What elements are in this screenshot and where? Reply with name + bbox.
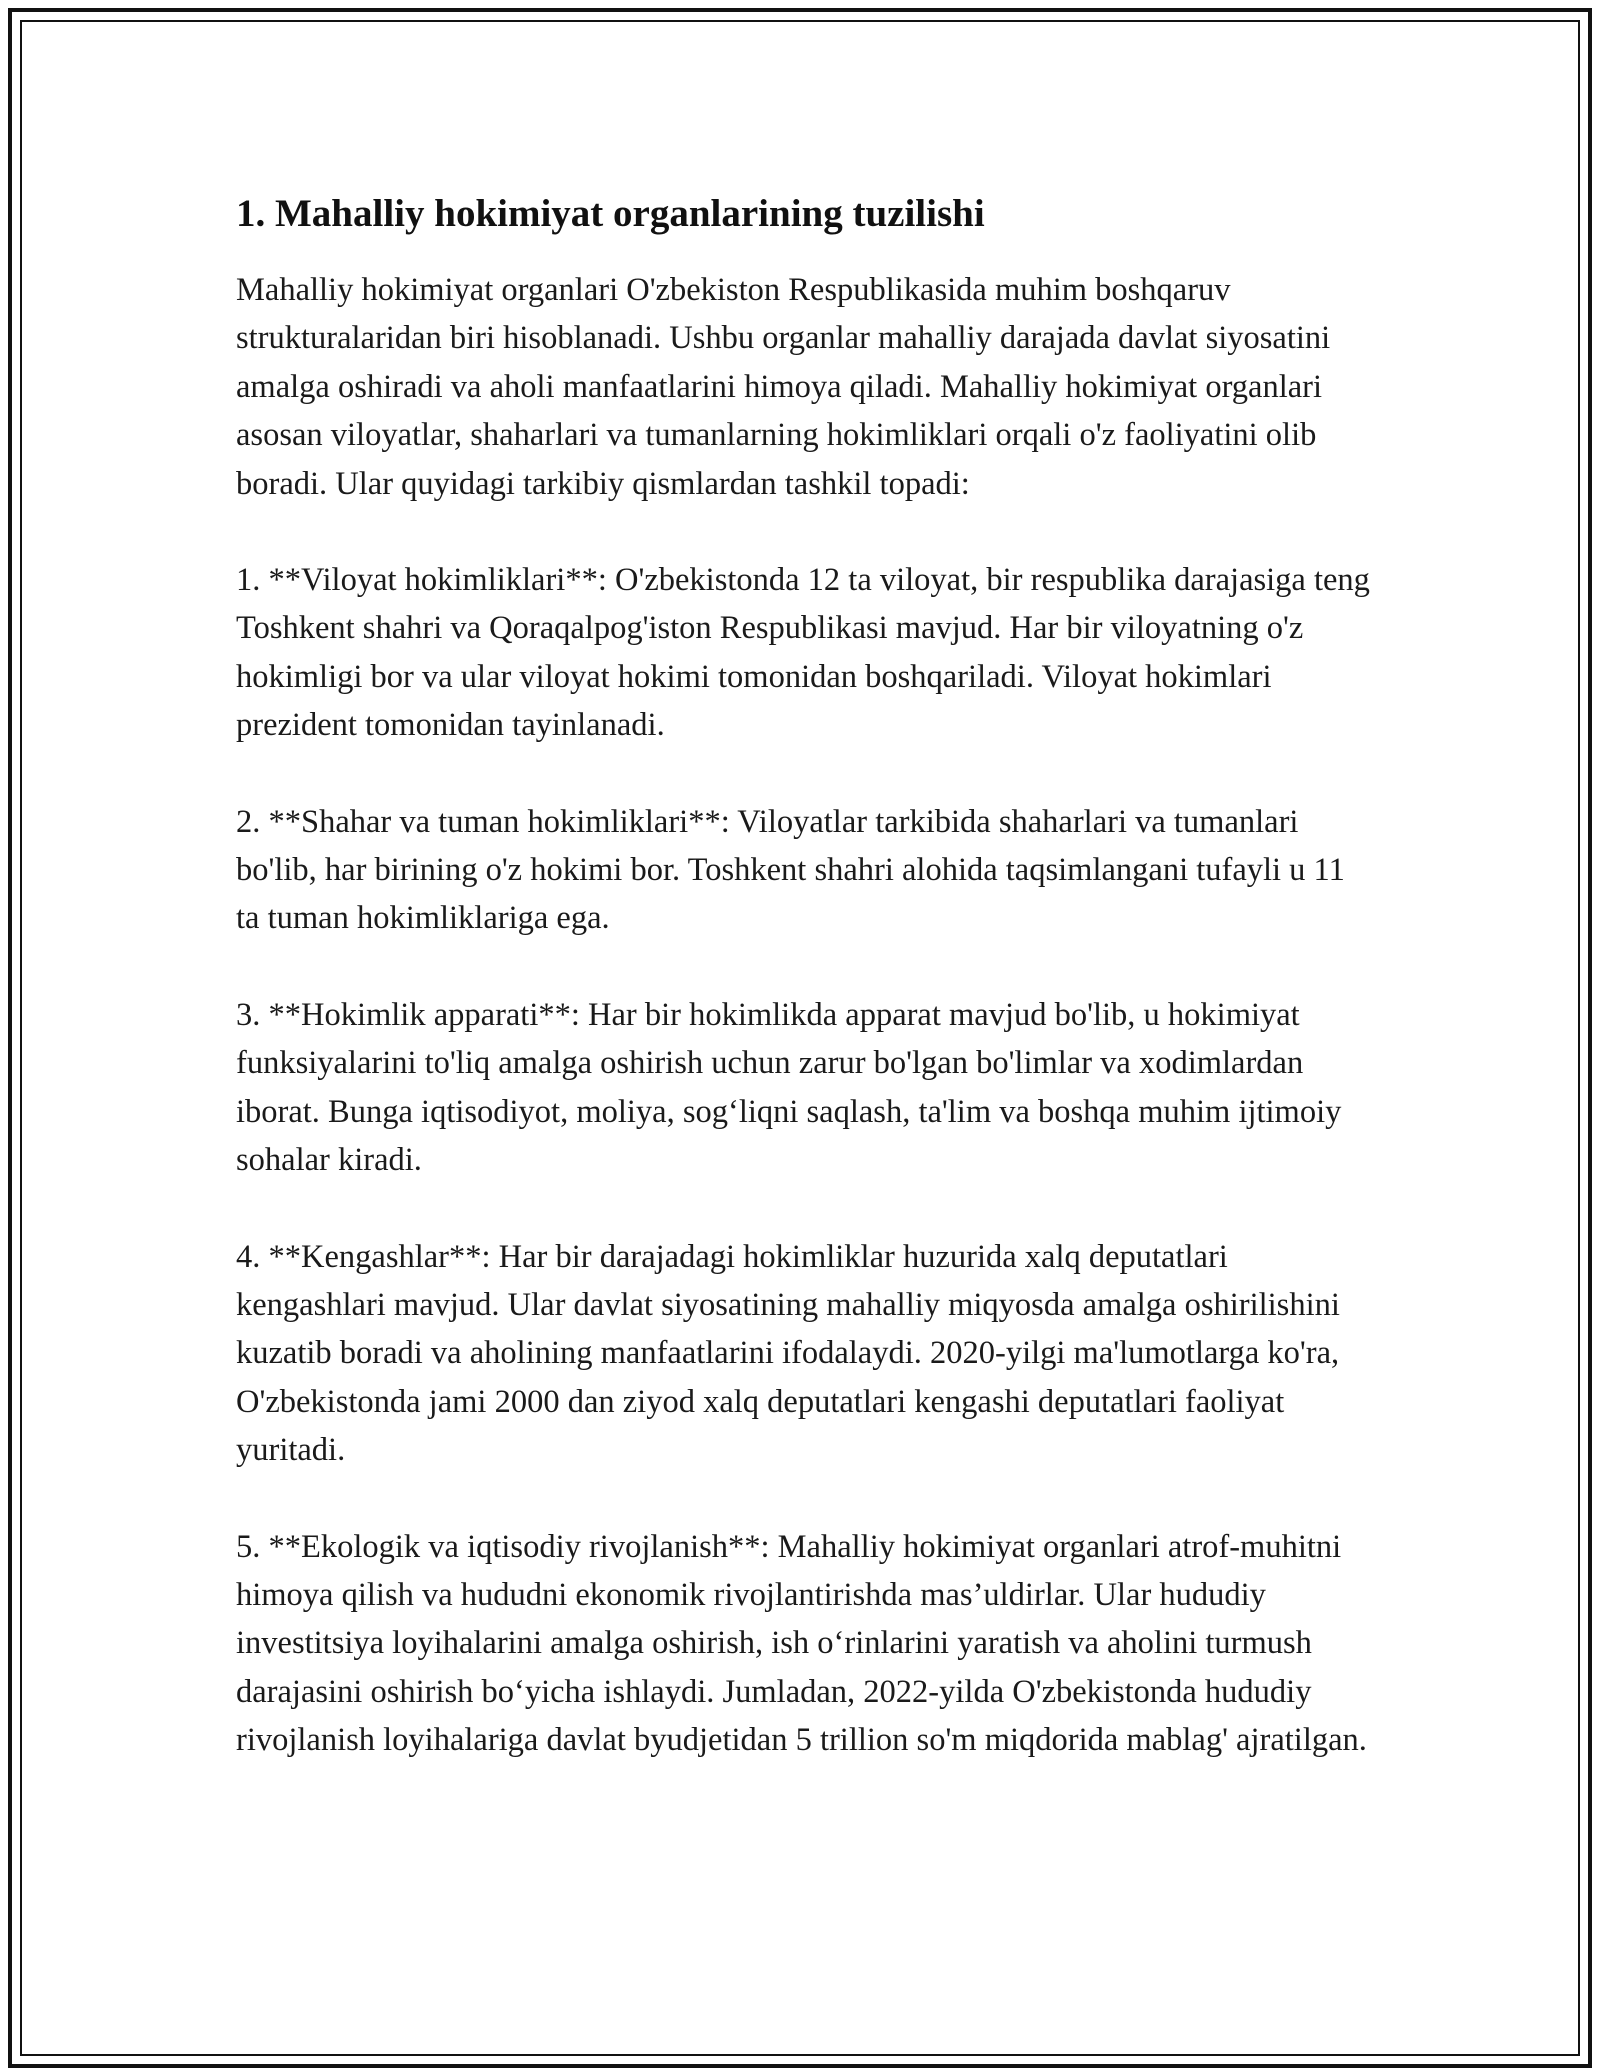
document-body bbox=[236, 190, 1376, 1813]
intro-paragraph: Mahalliy hokimiyat organlari O'zbekiston Respublikasida muhim boshqaruv strukturalaridan biri hisoblanadi. Ushbu organlar mahalliy darajada davlat siyosatini amalga oshiradi va aholi manfaatlarini himoya qiladi. Mahalliy hokimiyat organlari asosan viloyatlar, shaharlari va tumanlarning hokimliklari orqali o'z faoliyatini olib boradi. Ular quyidagi tarkibiy qismlardan tashkil topadi: bbox=[236, 272, 1331, 502]
list-item-shahar-tuman-hokimliklari: 2. **Shahar va tuman hokimliklari**: Viloyatlar tarkibida shaharlari va tumanlari bo'lib, har birining o'z hokimi bor. Toshkent shahri alohida taqsimlangani tufayli u 11 ta tuman hokimliklariga ega. bbox=[236, 803, 1345, 937]
list-item-ekologik-iqtisodiy: 5. **Ekologik va iqtisodiy rivojlanish**: Mahalliy hokimiyat organlari atrof-muhitni himoya qilish va hududni ekonomik rivojlantirishda mas’uldirlar. Ular hududiy investitsiya loyihalarini amalga oshirish, ish o‘rinlarini yaratish va aholini turmush darajasini oshirish bo‘yicha ishlaydi. Jumladan, 2022-yilda O'zbekistonda hududiy rivojlanish loyihalariga davlat byudjetidan 5 trillion so'm miqdorida mablag' ajratilgan. bbox=[236, 1528, 1367, 1759]
list-item-hokimlik-apparati: 3. **Hokimlik apparati**: Har bir hokimlikda apparat mavjud bo'lib, u hokimiyat funksiyalarini to'liq amalga oshirish uchun zarur bo'lgan bo'limlar va xodimlardan iborat. Bunga iqtisodiyot, moliya, sog‘liqni saqlash, ta'lim va boshqa muhim ijtimoiy sohalar kiradi. bbox=[236, 996, 1342, 1179]
section-heading: 1. Mahalliy hokimiyat organlarining tuzilishi bbox=[236, 192, 985, 235]
list-item-viloyat-hokimliklari: 1. **Viloyat hokimliklari**: O'zbekistonda 12 ta viloyat, bir respublika darajasiga teng Toshkent shahri va Qoraqalpog'iston Respublikasi mavjud. Har bir viloyatning o'z hokimligi bor va ular viloyat hokimi tomonidan boshqariladi. Viloyat hokimlari prezident tomonidan tayinlanadi. bbox=[236, 562, 1370, 744]
list-item-kengashlar: 4. **Kengashlar**: Har bir darajadagi hokimliklar huzurida xalq deputatlari kengashlari mavjud. Ular davlat siyosatining mahalliy miqyosda amalga oshirilishini kuzatib boradi va aholining manfaatlarini ifodalaydi. 2020-yilgi ma'lumotlarga ko'ra, O'zbekistonda jami 2000 dan ziyod xalq deputatlari kengashi deputatlari faoliyat yuritadi. bbox=[236, 1238, 1340, 1469]
